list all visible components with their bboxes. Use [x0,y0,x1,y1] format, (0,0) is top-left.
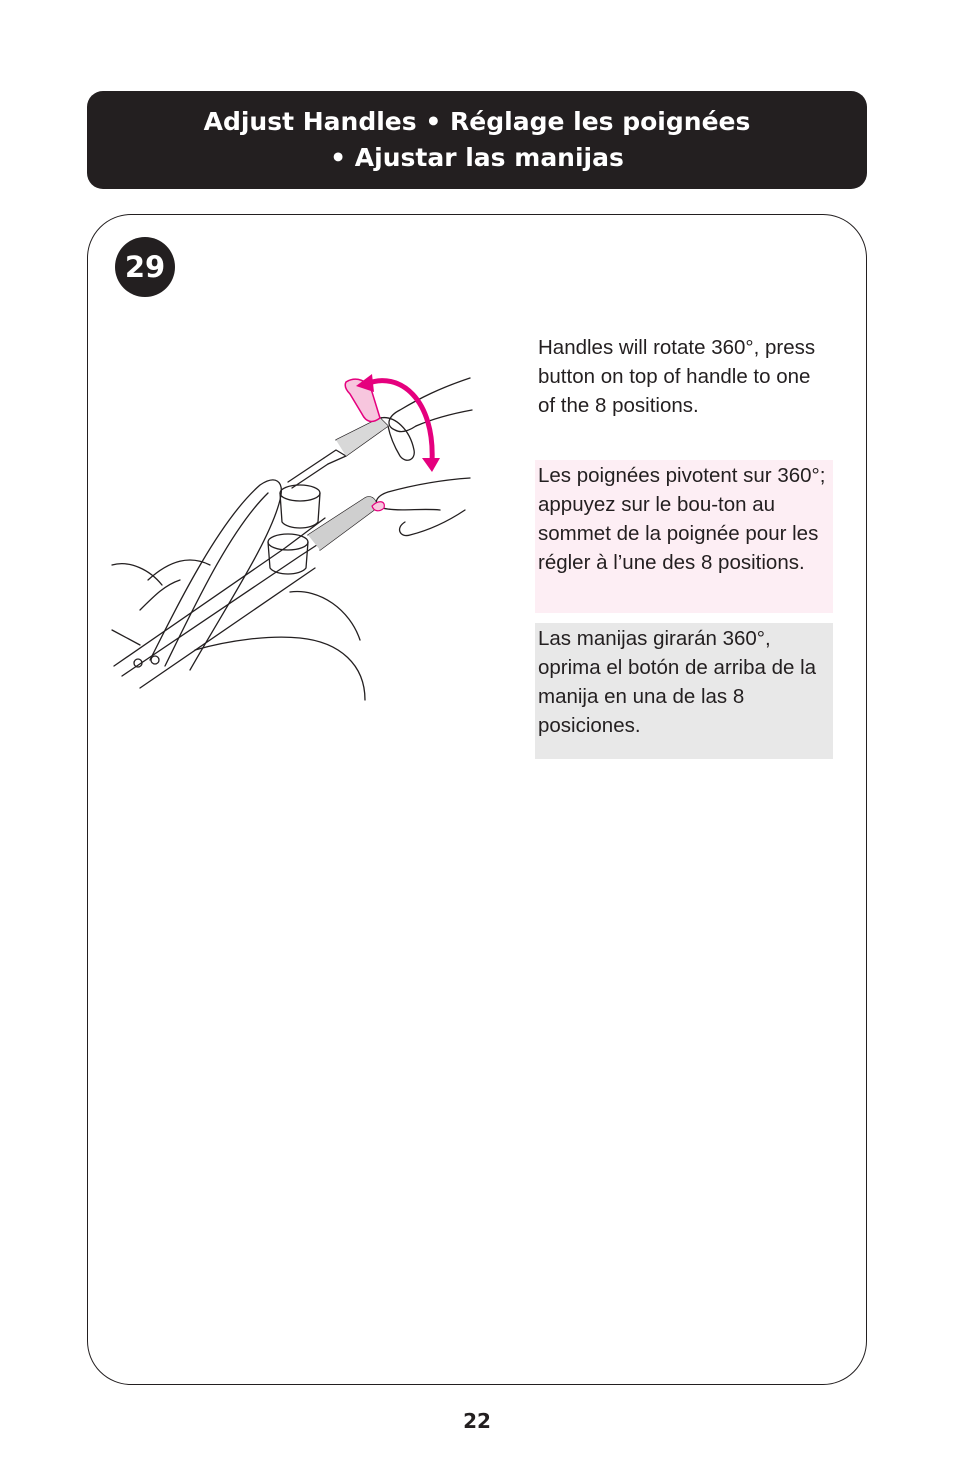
instruction-spanish: Las manijas girarán 360°, oprima el botón de arriba de la manija en una de las 8 posiciones. [535,623,833,759]
header-title-line-2: • Ajustar las manijas [330,143,624,172]
stroller-handle-illustration [110,370,485,705]
instruction-french: Les poignées pivotent sur 360°; appuyez sur le bou-ton au sommet de la poignée pour les régler à l’une des 8 positions. [535,460,833,613]
header-title-line-1: Adjust Handles • Réglage les poignées [203,107,751,136]
step-number-badge: 29 [115,237,175,297]
page-number: 22 [463,1409,491,1433]
section-header [87,91,867,189]
instruction-english: Handles will rotate 360°, press button on top of handle to one of the 8 positions. [538,336,816,417]
